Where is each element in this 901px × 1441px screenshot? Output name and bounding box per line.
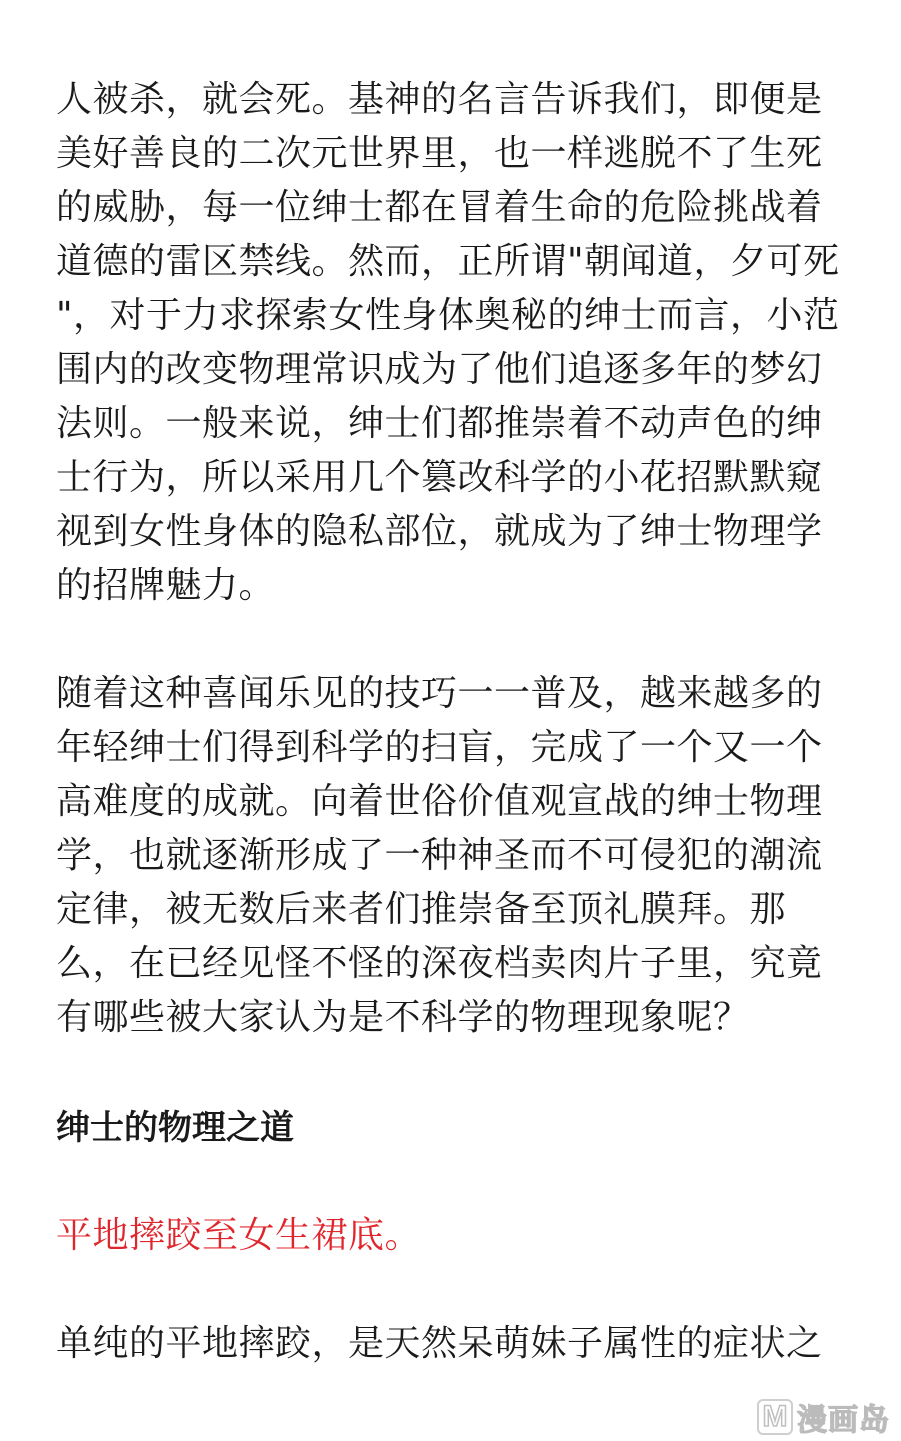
- paragraph-line: "，对于力求探索女性身体奥秘的绅士而言，小范: [56, 295, 840, 336]
- section-heading: 绅士的物理之道: [56, 1108, 294, 1148]
- paragraph-line: 的威胁，每一位绅士都在冒着生命的危险挑战着: [56, 187, 823, 228]
- paragraph-line: 么，在已经见怪不怪的深夜档卖肉片子里，究竟: [56, 943, 823, 984]
- article-body: [56, 73, 856, 1371]
- third-paragraph: [56, 1317, 856, 1371]
- paragraph-line: 士行为，所以采用几个篡改科学的小花招默默窥: [56, 457, 823, 498]
- paragraph-line: 道德的雷区禁线。然而，正所谓"朝闻道，夕可死: [56, 241, 840, 282]
- paragraph-line: 人被杀，就会死。基神的名言告诉我们，即便是: [56, 79, 823, 120]
- paragraph-line: 法则。一般来说，绅士们都推崇着不动声色的绅: [56, 403, 823, 444]
- paragraph-line: 单纯的平地摔跤，是天然呆萌妹子属性的症状之: [56, 1323, 823, 1364]
- site-watermark: [757, 1397, 897, 1437]
- paragraph-line: 年轻绅士们得到科学的扫盲，完成了一个又一个: [56, 727, 823, 768]
- watermark-text: 漫画岛: [797, 1403, 890, 1438]
- paragraph-line: 美好善良的二次元世界里，也一样逃脱不了生死: [56, 133, 823, 174]
- paragraph-line: 学，也就逐渐形成了一种神圣而不可侵犯的潮流: [56, 835, 823, 876]
- second-paragraph: [56, 667, 856, 1045]
- paragraph-line: 随着这种喜闻乐见的技巧一一普及，越来越多的: [56, 673, 823, 714]
- paragraph-line: 定律，被无数后来者们推崇备至顶礼膜拜。那: [56, 889, 787, 930]
- highlight-text: 平地摔跤至女生裙底。: [56, 1215, 422, 1256]
- watermark-logo-icon: M: [757, 1399, 793, 1435]
- paragraph-line: 的招牌魅力。: [56, 565, 276, 606]
- paragraph-line: 高难度的成就。向着世俗价值观宣战的绅士物理: [56, 781, 823, 822]
- paragraph-line: 围内的改变物理常识成为了他们追逐多年的梦幻: [56, 349, 823, 390]
- paragraph-line: 视到女性身体的隐私部位，就成为了绅士物理学: [56, 511, 823, 552]
- intro-paragraph: [56, 73, 856, 613]
- paragraph-line: 有哪些被大家认为是不科学的物理现象呢？: [56, 997, 750, 1038]
